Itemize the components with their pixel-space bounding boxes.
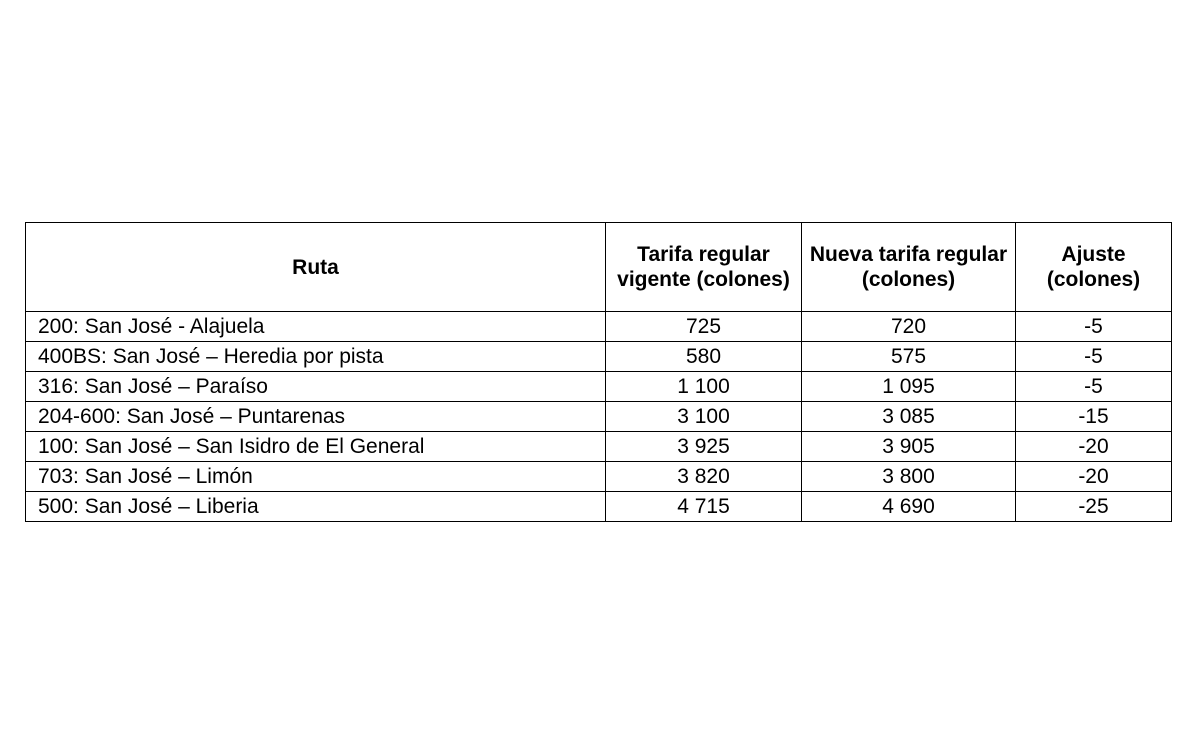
table-row [26,342,1172,372]
cell-ruta: 204-600: San José – Puntarenas [26,402,606,432]
cell-ajuste: -5 [1016,372,1172,402]
cell-tarifa-vigente: 580 [606,342,802,372]
cell-nueva-tarifa: 3 905 [802,432,1016,462]
cell-ruta: 500: San José – Liberia [26,492,606,522]
cell-ajuste: -15 [1016,402,1172,432]
cell-tarifa-vigente: 4 715 [606,492,802,522]
cell-nueva-tarifa: 3 800 [802,462,1016,492]
cell-ruta: 400BS: San José – Heredia por pista [26,342,606,372]
cell-ruta: 703: San José – Limón [26,462,606,492]
cell-ajuste: -5 [1016,312,1172,342]
table-row [26,492,1172,522]
header-ruta: Ruta [26,223,606,312]
fare-table-container [25,222,1172,522]
table-row [26,312,1172,342]
table-row [26,372,1172,402]
cell-nueva-tarifa: 3 085 [802,402,1016,432]
header-ajuste: Ajuste (colones) [1016,223,1172,312]
table-row [26,432,1172,462]
cell-nueva-tarifa: 575 [802,342,1016,372]
cell-nueva-tarifa: 720 [802,312,1016,342]
cell-tarifa-vigente: 3 925 [606,432,802,462]
fare-table [25,222,1172,522]
cell-tarifa-vigente: 1 100 [606,372,802,402]
cell-ajuste: -5 [1016,342,1172,372]
cell-tarifa-vigente: 3 820 [606,462,802,492]
cell-ruta: 200: San José - Alajuela [26,312,606,342]
table-row [26,402,1172,432]
cell-tarifa-vigente: 725 [606,312,802,342]
cell-tarifa-vigente: 3 100 [606,402,802,432]
cell-nueva-tarifa: 1 095 [802,372,1016,402]
header-tarifa-vigente: Tarifa regular vigente (colones) [606,223,802,312]
table-header-row [26,223,1172,312]
header-nueva-tarifa: Nueva tarifa regular (colones) [802,223,1016,312]
cell-nueva-tarifa: 4 690 [802,492,1016,522]
cell-ruta: 316: San José – Paraíso [26,372,606,402]
cell-ajuste: -25 [1016,492,1172,522]
cell-ruta: 100: San José – San Isidro de El General [26,432,606,462]
cell-ajuste: -20 [1016,432,1172,462]
table-row [26,462,1172,492]
cell-ajuste: -20 [1016,462,1172,492]
